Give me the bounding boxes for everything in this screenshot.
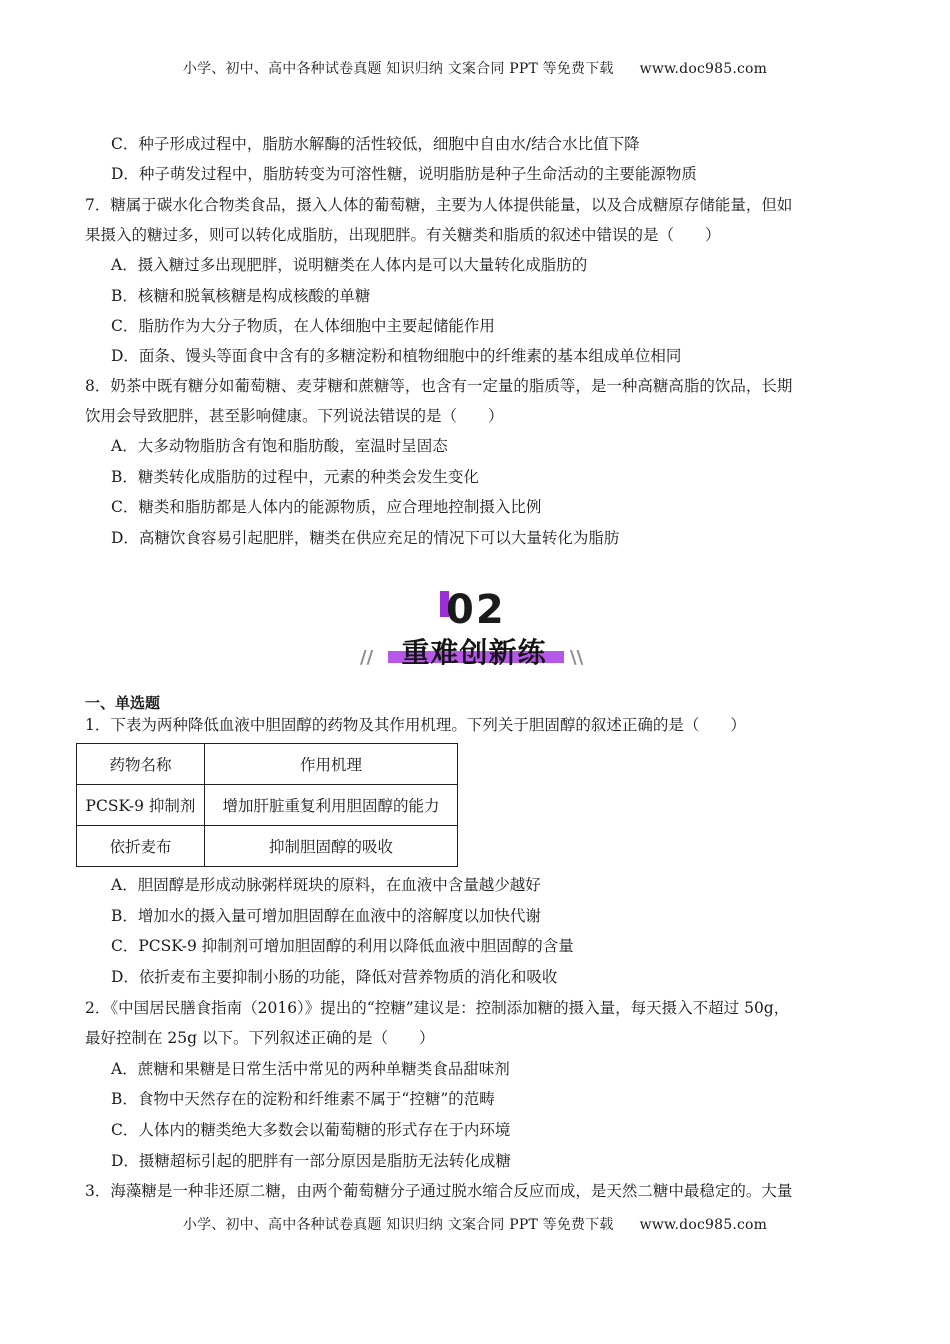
q8-option-c: C．糖类和脂肪都是人体内的能源物质，应合理地控制摄入比例	[111, 498, 542, 516]
drug-table	[76, 743, 458, 867]
s1-stem: 1．下表为两种降低血液中胆固醇的药物及其作用机理。下列关于胆固醇的叙述正确的是（ ）	[85, 716, 746, 734]
q6-option-c: C．种子形成过程中，脂肪水解酶的活性较低，细胞中自由水/结合水比值下降	[111, 135, 640, 153]
part-heading: 一、单选题	[85, 694, 161, 712]
s2-option-c: C．人体内的糖类绝大多数会以葡萄糖的形式存在于内环境	[111, 1121, 511, 1139]
table-cell: 抑制胆固醇的吸收	[205, 826, 458, 867]
table-row	[77, 785, 458, 826]
s2-option-d: D．摄糖超标引起的肥胖有一部分原因是脂肪无法转化成糖	[111, 1152, 511, 1170]
table-cell: PCSK-9 抑制剂	[77, 785, 205, 826]
section-badge	[356, 585, 592, 675]
page-header	[0, 58, 950, 78]
q7-option-d: D．面条、馒头等面食中含有的多糖淀粉和植物细胞中的纤维素的基本组成单位相同	[111, 347, 682, 365]
q7-option-b: B．核糖和脱氧核糖是构成核酸的单糖	[111, 287, 371, 305]
q8-stem-line1: 8．奶茶中既有糖分如葡萄糖、麦芽糖和蔗糖等，也含有一定量的脂质等，是一种高糖高脂的饮品，长期	[85, 377, 793, 395]
s2-stem-line2: 最好控制在 25g 以下。下列叙述正确的是（ ）	[85, 1029, 435, 1047]
q7-stem-line1: 7．糖属于碳水化合物类食品，摄入人体的葡萄糖，主要为人体提供能量，以及合成糖原存储能量，但如	[85, 196, 793, 214]
table-cell: 增加肝脏重复利用胆固醇的能力	[205, 785, 458, 826]
s2-option-a: A．蔗糖和果糖是日常生活中常见的两种单糖类食品甜味剂	[111, 1060, 510, 1078]
section-number: 02	[446, 587, 506, 633]
right-slash-decoration: \\	[570, 647, 584, 668]
s1-option-d: D．依折麦布主要抑制小肠的功能，降低对营养物质的消化和吸收	[111, 968, 558, 986]
table-header-cell: 药物名称	[77, 744, 205, 785]
header-site-link[interactable]: www.doc985.com	[639, 61, 768, 77]
page-footer	[0, 1214, 950, 1234]
s1-option-b: B．增加水的摄入量可增加胆固醇在血液中的溶解度以加快代谢	[111, 907, 541, 925]
table-row	[77, 826, 458, 867]
q8-option-d: D．高糖饮食容易引起肥胖，糖类在供应充足的情况下可以大量转化为脂肪	[111, 529, 620, 547]
table-header-cell: 作用机理	[205, 744, 458, 785]
q8-option-a: A．大多动物脂肪含有饱和脂肪酸，室温时呈固态	[111, 437, 448, 455]
s1-option-a: A．胆固醇是形成动脉粥样斑块的原料，在血液中含量越少越好	[111, 876, 541, 894]
s2-option-b: B．食物中天然存在的淀粉和纤维素不属于“控糖”的范畴	[111, 1090, 495, 1108]
section-title: 重难创新练	[401, 636, 547, 669]
s3-stem-line1: 3．海藻糖是一种非还原二糖，由两个葡萄糖分子通过脱水缩合反应而成，是天然二糖中最稳定的。大量	[85, 1182, 793, 1200]
q7-stem-line2: 果摄入的糖过多，则可以转化成脂肪，出现肥胖。有关糖类和脂质的叙述中错误的是（ ）	[85, 226, 721, 244]
table-cell: 依折麦布	[77, 826, 205, 867]
header-text: 小学、初中、高中各种试卷真题 知识归纳 文案合同 PPT 等免费下载	[182, 61, 614, 77]
table-header-row	[77, 744, 458, 785]
q6-option-d: D．种子萌发过程中，脂肪转变为可溶性糖，说明脂肪是种子生命活动的主要能源物质	[111, 165, 697, 183]
s1-option-c: C．PCSK-9 抑制剂可增加胆固醇的利用以降低血液中胆固醇的含量	[111, 937, 574, 955]
left-slash-decoration: //	[360, 647, 374, 668]
q8-stem-line2: 饮用会导致肥胖，甚至影响健康。下列说法错误的是（ ）	[85, 407, 504, 425]
q7-option-c: C．脂肪作为大分子物质，在人体细胞中主要起储能作用	[111, 317, 495, 335]
s2-stem-line1: 2．《中国居民膳食指南（2016）》提出的“控糖”建议是：控制添加糖的摄入量，每天摄入不超过 50g，	[85, 999, 790, 1017]
q8-option-b: B．糖类转化成脂肪的过程中，元素的种类会发生变化	[111, 468, 479, 486]
footer-site-link[interactable]: www.doc985.com	[639, 1217, 768, 1233]
q7-option-a: A．摄入糖过多出现肥胖，说明糖类在人体内是可以大量转化成脂肪的	[111, 256, 588, 274]
footer-text: 小学、初中、高中各种试卷真题 知识归纳 文案合同 PPT 等免费下载	[182, 1217, 614, 1233]
